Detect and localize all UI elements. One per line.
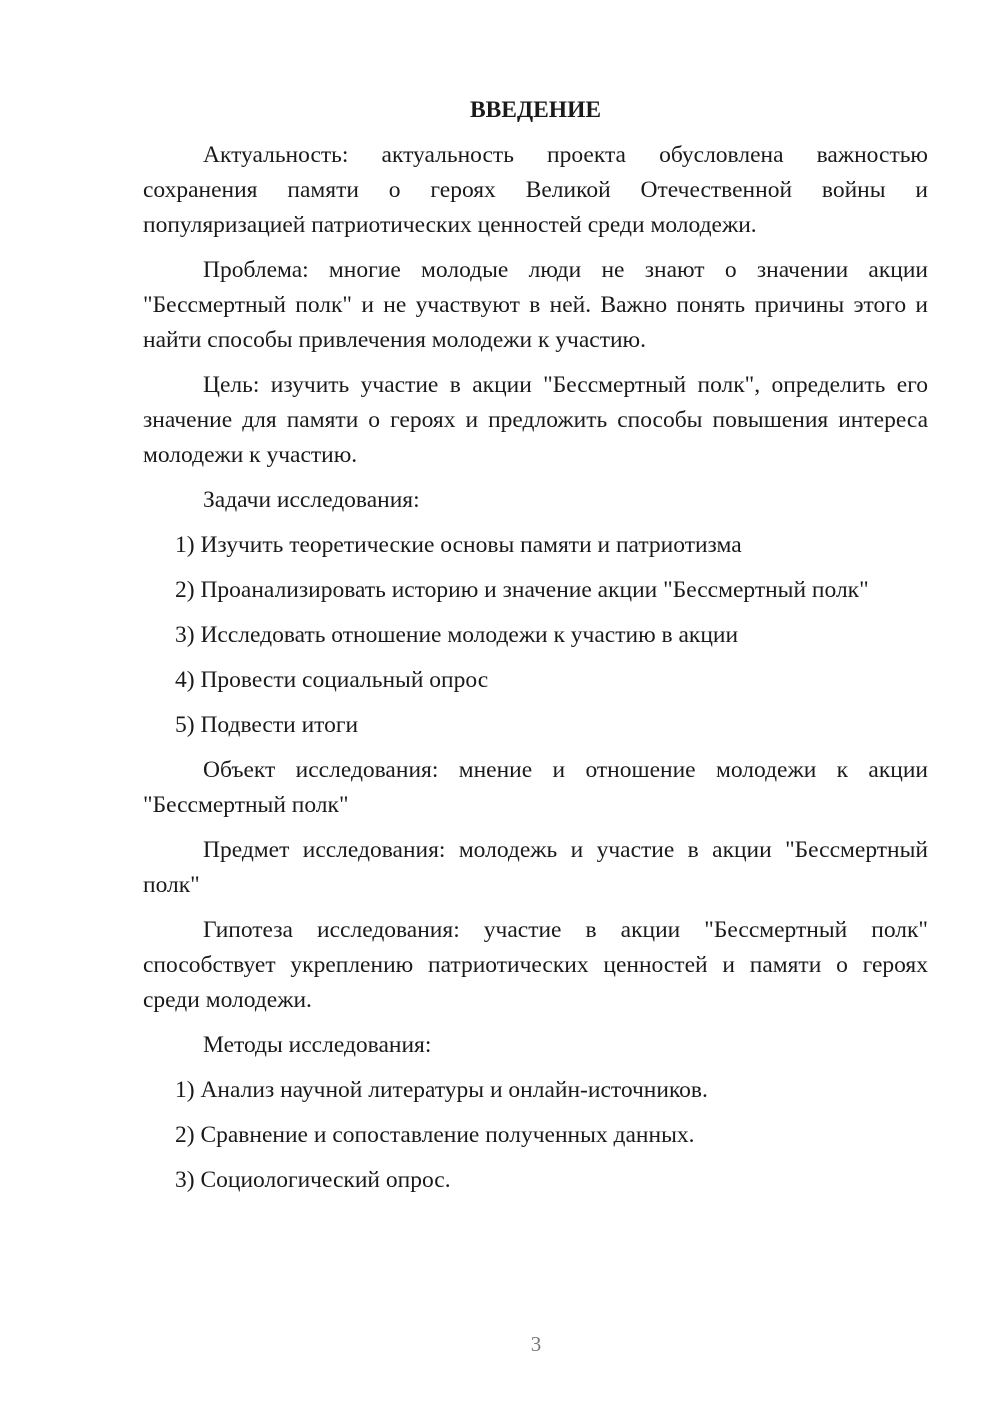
tasks-list xyxy=(143,528,928,743)
task-item: 1) Изучить теоретические основы памяти и патриотизма xyxy=(175,532,742,558)
relevance-paragraph: Актуальность: актуальность проекта обусловлена важностью сохранения памяти о героях Великой Отечественной войны и популяризацией патриотических ценностей среди молодежи. xyxy=(143,142,928,238)
task-item: 3) Исследовать отношение молодежи к участию в акции xyxy=(175,622,739,648)
goal-paragraph: Цель: изучить участие в акции "Бессмертный полк", определить его значение для памяти о героях и предложить способы повышения интереса молодежи к участию. xyxy=(143,372,928,468)
hypothesis-paragraph: Гипотеза исследования: участие в акции "Бессмертный полк" способствует укреплению патриотических ценностей и памяти о героях среди молодежи. xyxy=(143,917,928,1013)
method-item: 2) Сравнение и сопоставление полученных данных. xyxy=(175,1122,695,1148)
page-number: 3 xyxy=(530,1332,542,1356)
subject-paragraph: Предмет исследования: молодежь и участие в акции "Бессмертный полк" xyxy=(143,837,928,898)
tasks-label: Задачи исследования: xyxy=(203,487,420,513)
page-content xyxy=(143,92,928,1208)
task-item: 2) Проанализировать историю и значение акции "Бессмертный полк" xyxy=(175,577,869,603)
task-item: 5) Подвести итоги xyxy=(175,712,359,738)
methods-label: Методы исследования: xyxy=(203,1032,432,1058)
object-paragraph: Объект исследования: мнение и отношение молодежи к акции "Бессмертный полк" xyxy=(143,757,928,818)
methods-list xyxy=(143,1073,928,1198)
method-item: 3) Социологический опрос. xyxy=(175,1167,451,1193)
task-item: 4) Провести социальный опрос xyxy=(175,667,489,693)
method-item: 1) Анализ научной литературы и онлайн-источников. xyxy=(175,1077,708,1103)
problem-paragraph: Проблема: многие молодые люди не знают о значении акции "Бессмертный полк" и не участвуют в ней. Важно понять причины этого и найти способы привлечения молодежи к участию. xyxy=(143,257,928,353)
section-title: ВВЕДЕНИЕ xyxy=(469,97,602,123)
